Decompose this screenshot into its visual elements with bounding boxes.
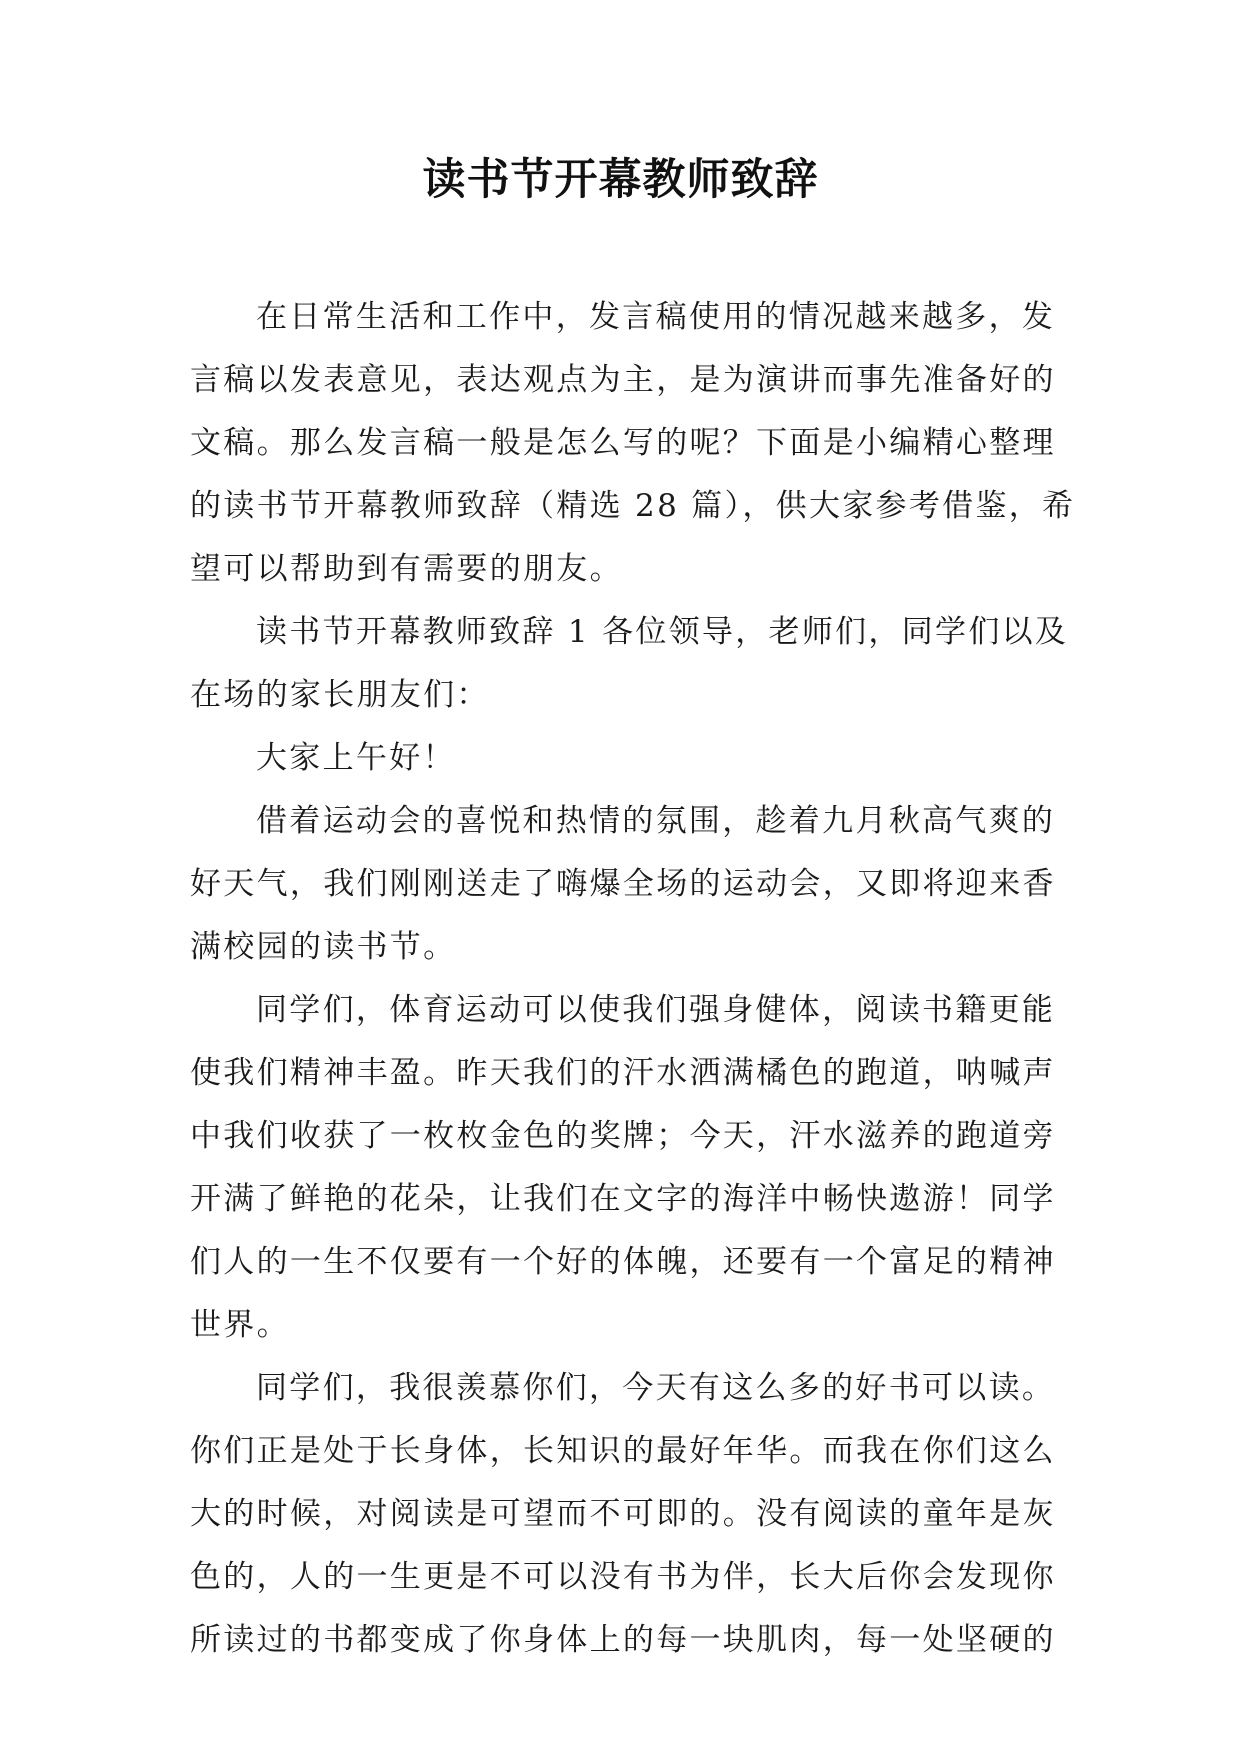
document-title: 读书节开幕教师致辞: [422, 155, 819, 205]
body-text-line: 们人的一生不仅要有一个好的体魄，还要有一个富足的精神: [190, 1244, 1056, 1280]
body-text-line: 同学们，体育运动可以使我们强身健体，阅读书籍更能: [256, 992, 1056, 1028]
body-text-line: 所读过的书都变成了你身体上的每一块肌肉，每一处坚硬的: [190, 1622, 1056, 1658]
body-text-line: 在场的家长朋友们：: [190, 677, 490, 713]
body-text-line: 读书节开幕教师致辞 1 各位领导，老师们，同学们以及: [256, 614, 1069, 650]
body-text-line: 开满了鲜艳的花朵，让我们在文字的海洋中畅快遨游！同学: [190, 1181, 1056, 1217]
body-text-line: 同学们，我很羡慕你们，今天有这么多的好书可以读。: [256, 1370, 1056, 1406]
body-text-line: 色的，人的一生更是不可以没有书为伴，长大后你会发现你: [190, 1559, 1056, 1595]
body-text-line: 望可以帮助到有需要的朋友。: [190, 551, 623, 587]
body-text-line: 使我们精神丰盈。昨天我们的汗水洒满橘色的跑道，呐喊声: [190, 1055, 1056, 1091]
body-text-line: 借着运动会的喜悦和热情的氛围，趁着九月秋高气爽的: [256, 803, 1056, 839]
body-text-line: 大家上午好！: [256, 740, 456, 776]
body-text-line: 你们正是处于长身体，长知识的最好年华。而我在你们这么: [190, 1433, 1056, 1469]
body-text-line: 言稿以发表意见，表达观点为主，是为演讲而事先准备好的: [190, 362, 1056, 398]
body-text-line: 文稿。那么发言稿一般是怎么写的呢？下面是小编精心整理: [190, 425, 1056, 461]
document-body: [190, 286, 1076, 1672]
body-text-line: 在日常生活和工作中，发言稿使用的情况越来越多，发: [256, 299, 1056, 335]
body-text-line: 的读书节开幕教师致辞（精选 28 篇），供大家参考借鉴，希: [190, 488, 1076, 524]
body-text-line: 世界。: [190, 1307, 290, 1343]
body-text-line: 中我们收获了一枚枚金色的奖牌；今天，汗水滋养的跑道旁: [190, 1118, 1056, 1154]
body-text-line: 好天气，我们刚刚送走了嗨爆全场的运动会，又即将迎来香: [190, 866, 1056, 902]
body-text-line: 满校园的读书节。: [190, 929, 457, 965]
body-text-line: 大的时候，对阅读是可望而不可即的。没有阅读的童年是灰: [190, 1496, 1056, 1532]
